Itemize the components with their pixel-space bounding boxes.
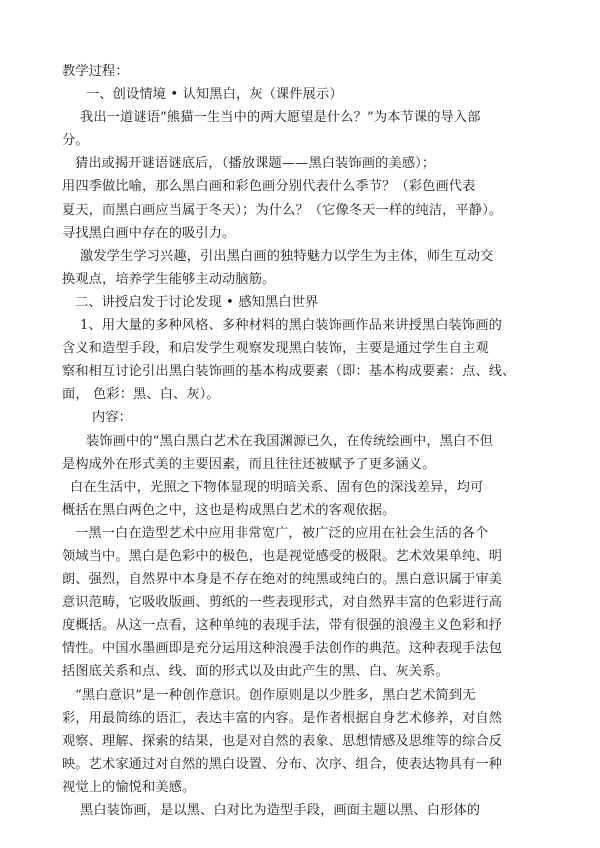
paragraph-line: “黑白意识”是一种创作意识。创作原则是以少胜多，黑白艺术简到无 xyxy=(75,687,476,703)
section-heading-teaching-process: 教学过程： xyxy=(62,64,129,79)
paragraph-line: 括图底关系和点、线、面的形式以及由此产生的黑、白、灰关系。 xyxy=(62,664,449,680)
paragraph-line: 观察、理解、探索的结果，也是对自然的表象、思想情感及思维等的综合反 xyxy=(62,733,503,749)
paragraph-line: 概括在黑白两色之中，这也是构成黑白艺术的客观依据。 xyxy=(62,502,396,518)
paragraph-line: 寻找黑白画中存在的吸引力。 xyxy=(62,225,236,241)
paragraph-line: 意识范畴，它吸收版画、剪纸的一些表现形式，对自然界丰富的色彩进行高 xyxy=(62,595,503,611)
paragraph-line: 我出一道谜语“熊猫一生当中的两大愿望是什么？”为本节课的导入部 xyxy=(80,110,481,126)
paragraph-line: 面， 色彩：黑、白、灰）。 xyxy=(62,387,220,403)
paragraph-line: 含义和造型手段，和启发学生观察发现黑白装饰，主要是通过学生自主观 xyxy=(62,341,489,357)
paragraph-line: 用四季做比喻，那么黑白画和彩色画分别代表什么季节？（彩色画代表 xyxy=(62,179,476,195)
paragraph-line: 1、用大量的多种风格、多种材料的黑白装饰画作品来讲授黑白装饰画的 xyxy=(80,318,502,334)
paragraph-line: 领域当中。黑白是色彩中的极色，也是视觉感受的极限。艺术效果单纯、明 xyxy=(62,548,503,564)
subheading-2: 二、讲授启发于讨论发现 • 感知黑白世界 xyxy=(75,294,319,310)
content-label: 内容： xyxy=(92,410,133,426)
paragraph-line: 猜出或揭开谜语谜底后，（播放课题——黑白装饰画的美感）； xyxy=(75,156,436,172)
paragraph-line: 映。艺术家通过对自然的黑白设置、分布、次序、组合，使表达物具有一种 xyxy=(62,756,503,772)
paragraph-line: 分。 xyxy=(62,133,89,149)
document-page xyxy=(62,60,542,822)
paragraph-line: 视觉上的愉悦和美感。 xyxy=(62,779,196,795)
paragraph-line: 黑白装饰画，是以黑、白对比为造型手段，画面主题以黑、白形体的 xyxy=(80,803,481,818)
paragraph-line: 换观点，培养学生能够主动动脑筋。 xyxy=(62,271,276,287)
subheading-1: 一、创设情境 • 认知黑白，灰（课件展示） xyxy=(86,87,343,103)
paragraph-line: 夏天，而黑白画应当属于冬天）；为什么？（它像冬天一样的纯洁，平静）。 xyxy=(62,202,503,218)
paragraph-line: 白在生活中，光照之下物体显现的明暗关系、固有色的深浅差异，均可 xyxy=(70,479,484,495)
paragraph-line: 是构成外在形式美的主要因素，而且往往还被赋予了更多涵义。 xyxy=(62,456,436,472)
paragraph-line: 装饰画中的“黑白黑白艺术在我国渊源已久，在传统绘画中，黑白不但 xyxy=(86,433,494,449)
paragraph-line: 激发学生学习兴趣，引出黑白画的独特魅力以学生为主体，师生互动交 xyxy=(80,248,494,264)
paragraph-line: 朗、强烈，自然界中本身是不存在绝对的纯黑或纯白的。黑白意识属于审美 xyxy=(62,572,503,588)
paragraph-line: 彩，用最简练的语汇，表达丰富的内容。是作者根据自身艺术修养，对自然 xyxy=(62,710,503,726)
paragraph-line: 一黑一白在造型艺术中应用非常宽广，被广泛的应用在社会生活的各个 xyxy=(75,525,489,541)
paragraph-line: 察和相互讨论引出黑白装饰画的基本构成要素（即：基本构成要素：点、线、 xyxy=(62,364,516,380)
paragraph-line: 度概括。从这一点看，这种单纯的表现手法，带有很强的浪漫主义色彩和抒 xyxy=(62,618,503,634)
paragraph-line: 情性。中国水墨画即是充分运用这种浪漫手法创作的典范。这种表现手法包 xyxy=(62,641,503,657)
